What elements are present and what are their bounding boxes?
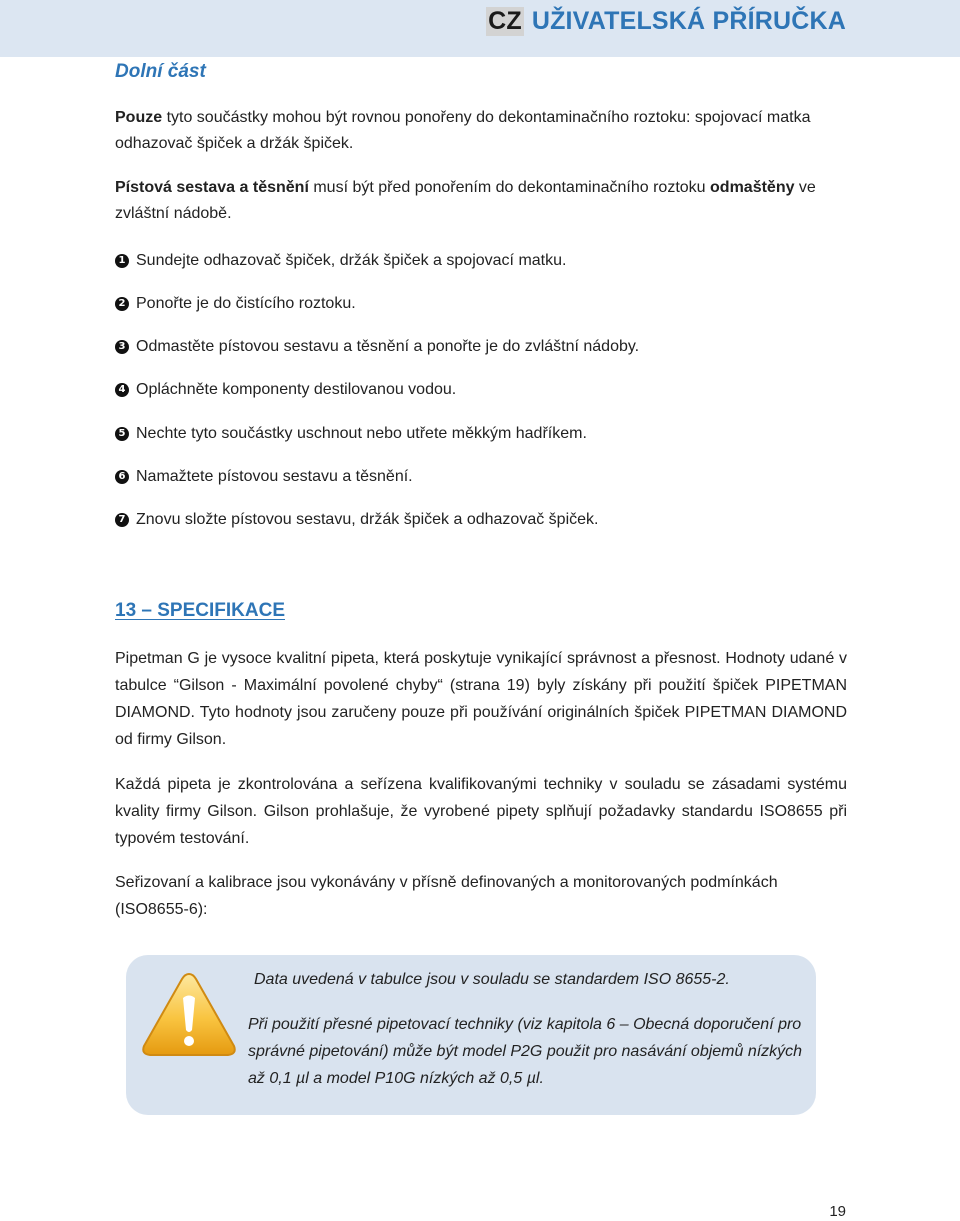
section-title: Dolní část bbox=[115, 61, 206, 82]
spec-paragraph-3: Seřizovaní a kalibrace jsou vykonávány v přísně definovaných a monitorovaných podmínkách (ISO8655-6): bbox=[115, 874, 778, 918]
intro2-end: ve zvláštní nádobě. bbox=[115, 179, 816, 222]
spec-paragraph-1: Pipetman G je vysoce kvalitní pipeta, která poskytuje vynikající správnost a přesnost. Hodnoty udané v tabulce “Gilson - Maximální povolené chyby“ (strana 19) byly získány při použití špiček PIPETMAN DIAMOND. Tyto hodnoty jsou zaručeny pouze při používání originálních špiček PIPETMAN DIAMOND od firmy Gilson. bbox=[115, 650, 847, 748]
intro-text: tyto součástky mohou být rovnou ponořeny do dekontaminačního roztoku: spojovací matka odhazovač špiček a držák špiček. bbox=[115, 109, 811, 152]
step-item bbox=[115, 379, 875, 401]
intro2-mid: musí být před ponořením do dekontaminačního roztoku bbox=[308, 179, 711, 196]
step-text: Namažtete pístovou sestavu a těsnění. bbox=[136, 468, 413, 485]
step-text: Opláchněte komponenty destilovanou vodou. bbox=[136, 381, 457, 398]
manual-title-text: UŽIVATELSKÁ PŘÍRUČKA bbox=[531, 6, 846, 35]
step-number-icon: 1 bbox=[115, 254, 129, 268]
language-code: CZ bbox=[488, 6, 522, 35]
note-line-2: Při použití přesné pipetovací techniky (viz kapitola 6 – Obecná doporučení pro správné pipetování) může být model P2G použit pro nasávání objemů nízkých až 0,1 µl a model P10G nízkých až 0,5 µl. bbox=[248, 1016, 803, 1087]
step-number-icon: 5 bbox=[115, 427, 129, 441]
intro2-bold-2: odmaštěny bbox=[710, 179, 795, 196]
step-item bbox=[115, 509, 875, 531]
step-number-icon: 2 bbox=[115, 297, 129, 311]
step-text: Nechte tyto součástky uschnout nebo utřete měkkým hadříkem. bbox=[136, 425, 587, 442]
step-number-icon: 7 bbox=[115, 513, 129, 527]
step-text: Odmastěte pístovou sestavu a těsnění a ponořte je do zvláštní nádoby. bbox=[136, 338, 640, 355]
intro2-bold-1: Pístová sestava a těsnění bbox=[115, 179, 309, 196]
intro-paragraph-2 bbox=[115, 175, 847, 227]
note-line-1: Data uvedená v tabulce jsou v souladu se standardem ISO 8655-2. bbox=[254, 971, 730, 988]
step-text: Ponořte je do čistícího roztoku. bbox=[136, 295, 356, 312]
intro-paragraph-1 bbox=[115, 105, 847, 157]
manual-title bbox=[486, 4, 846, 38]
warning-icon bbox=[140, 968, 238, 1060]
step-text: Sundejte odhazovač špiček, držák špiček a spojovací matku. bbox=[136, 252, 567, 269]
step-item bbox=[115, 250, 875, 272]
step-number-icon: 4 bbox=[115, 383, 129, 397]
spec-heading: 13 – SPECIFIKACE bbox=[115, 600, 285, 621]
spec-paragraph-2: Každá pipeta je zkontrolována a seřízena kvalifikovanými techniky v souladu se zásadami systému kvality firmy Gilson. Gilson prohlašuje, že vyrobené pipety splňují požadavky standardu ISO8655 při typovém testování. bbox=[115, 776, 847, 847]
step-item bbox=[115, 336, 875, 358]
intro-bold: Pouze bbox=[115, 109, 163, 126]
page-number: 19 bbox=[829, 1203, 846, 1220]
step-item bbox=[115, 466, 875, 488]
step-number-icon: 6 bbox=[115, 470, 129, 484]
step-item bbox=[115, 293, 875, 315]
step-item bbox=[115, 423, 875, 445]
step-number-icon: 3 bbox=[115, 340, 129, 354]
step-text: Znovu složte pístovou sestavu, držák špiček a odhazovač špiček. bbox=[136, 511, 599, 528]
